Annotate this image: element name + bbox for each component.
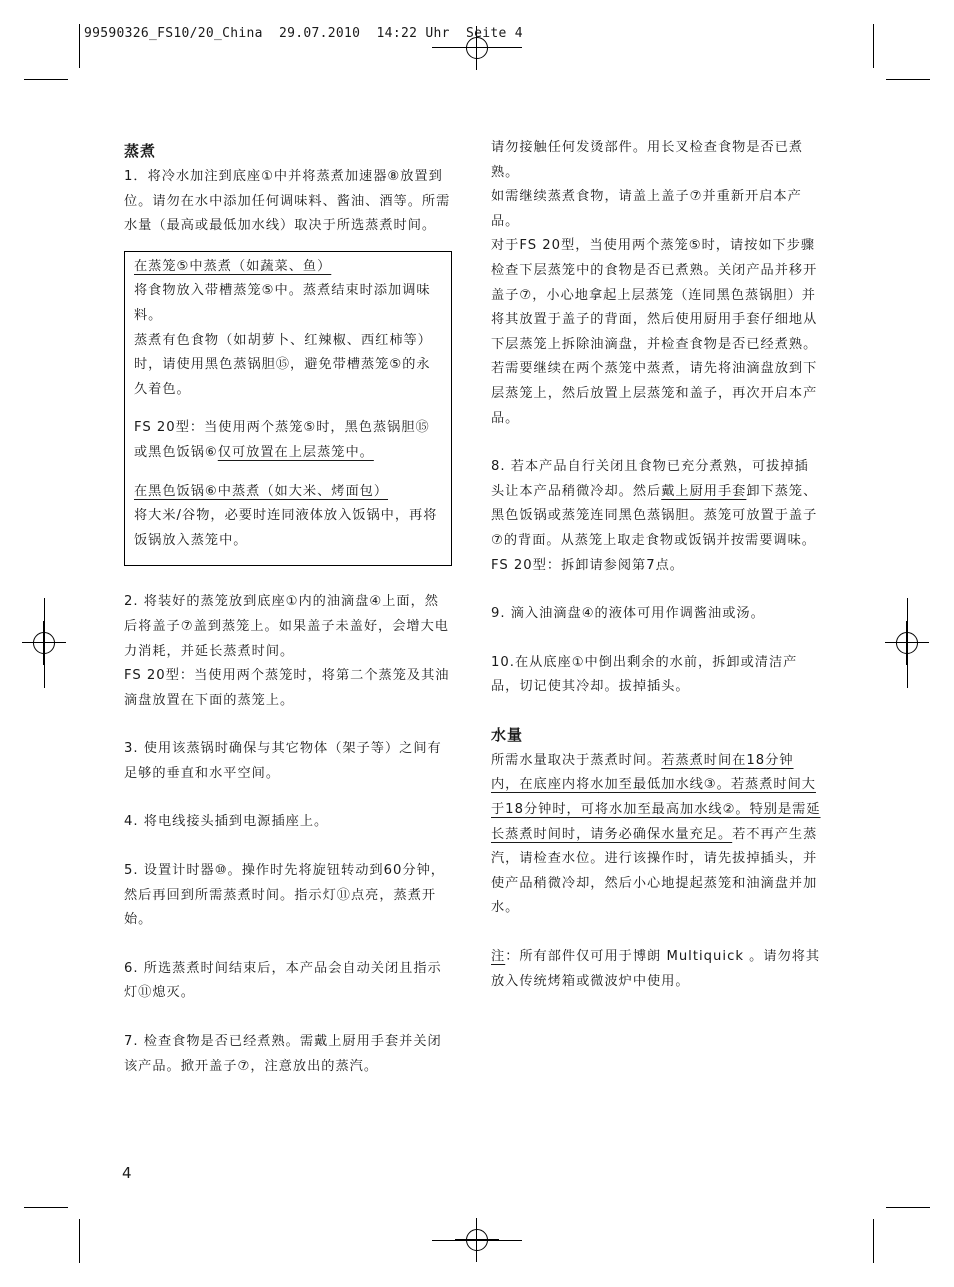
crop-mark bbox=[79, 24, 80, 68]
section-heading-water-level: 水量 bbox=[491, 725, 524, 744]
box-paragraph-3: FS 20型：当使用两个蒸笼⑤时，黑色蒸锅胆⑮或黑色饭锅⑥仅可放置在上层蒸笼中。 bbox=[134, 420, 430, 460]
vertical-guide-right bbox=[907, 598, 908, 688]
fs20-check-text: 对于FS 20型，当使用两个蒸笼⑤时，请按如下步骤检查下层蒸笼中的食物是否已煮熟。关闭产品并移开盖子⑦，小心地拿起上层蒸笼（连同黑色蒸锅胆）并将其放置于盖子的背面，然后使用厨用手套仔细地从下层蒸笼上拆除油滴盘，并检查食物是否已经煮熟。 bbox=[491, 238, 818, 352]
step-7: 7. 检查食物是否已经煮熟。需戴上厨用手套并关闭该产品。掀开盖子⑦，注意放出的蒸汽。 bbox=[124, 1034, 442, 1074]
print-header: 99590326_FS10/20_China 29.07.2010 14:22 Uhr Seite 4 bbox=[84, 26, 523, 41]
step-9: 9. 滴入油滴盘④的液体可用作调酱油或汤。 bbox=[491, 606, 765, 622]
left-column bbox=[124, 140, 452, 1079]
crop-mark bbox=[873, 1219, 874, 1263]
step-4: 4. 将电线接头插到电源插座上。 bbox=[124, 814, 329, 830]
horizontal-guide-top bbox=[432, 47, 522, 48]
step-5: 5. 设置计时器⑩。操作时先将旋钮转动到60分钟，然后再回到所需蒸煮时间。指示灯⑪点亮，蒸煮开始。 bbox=[124, 863, 445, 928]
box-paragraph-1: 将食物放入带槽蒸笼⑤中。蒸煮结束时添加调味料。 bbox=[134, 283, 431, 323]
step-8-fs20: FS 20型：拆卸请参阅第7点。 bbox=[491, 557, 684, 573]
warning-text: 请勿接触任何发烫部件。用长叉检查食物是否已煮熟。 bbox=[491, 140, 804, 180]
fs20-continue-text: 若需要继续在两个蒸笼中蒸煮，请先将油滴盘放到下层蒸笼上，然后放置上层蒸笼和盖子，再次开启本产品。 bbox=[491, 361, 818, 426]
box-paragraph-4: 将大米/谷物，必要时连同液体放入饭锅中，再将饭锅放入蒸笼中。 bbox=[134, 508, 438, 548]
step-2-fs20: FS 20型：当使用两个蒸笼时，将第二个蒸笼及其油滴盘放置在下面的蒸笼上。 bbox=[124, 668, 450, 708]
step-10: 10.在从底座①中倒出剩余的水前，拆卸或清洁产品，切记使其冷却。拔掉插头。 bbox=[491, 654, 798, 695]
info-box bbox=[124, 251, 452, 567]
crop-mark bbox=[886, 1207, 930, 1208]
crop-mark bbox=[873, 24, 874, 68]
water-level-text: 所需水量取决于蒸煮时间。若蒸煮时间在18分钟内，在底座内将水加至最低加水线③。若蒸煮时间大于18分钟时，可将水加至最高加水线②。特别是需延长蒸煮时间时，请务必确保水量充足。若不再产生蒸汽，请检查水位。进行该操作时，请先拔掉插头，并使产品稍微冷却，然后小心地提起蒸笼和油滴盘并加水。 bbox=[491, 752, 821, 916]
step-6: 6. 所选蒸煮时间结束后，本产品会自动关闭且指示灯⑪熄灭。 bbox=[124, 960, 442, 1001]
box-paragraph-2: 蒸煮有色食物（如胡萝卜、红辣椒、西红柿等）时，请使用黑色蒸锅胆⑮，避免带槽蒸笼⑤的永久着色。 bbox=[134, 332, 432, 397]
page-number: 4 bbox=[122, 1164, 132, 1182]
right-column bbox=[491, 136, 821, 994]
step-3: 3. 使用该蒸锅时确保与其它物体（架子等）之间有足够的垂直和水平空间。 bbox=[124, 741, 442, 781]
step-1: 1．将冷水加注到底座①中并将蒸煮加速器⑧放置到位。请勿在水中添加任何调味料、酱油、酒等。所需水量（最高或最低加水线）取决于所选蒸煮时间。 bbox=[124, 169, 451, 234]
section-heading-steaming: 蒸煮 bbox=[124, 142, 157, 160]
horizontal-guide-bottom bbox=[432, 1240, 522, 1241]
step-8: 8. 若本产品自行关闭且食物已充分煮熟，可拔掉插头让本产品稍微冷却。然后戴上厨用手套卸下蒸笼、黑色饭锅或蒸笼连同黑色蒸锅胆。蒸笼可放置于盖子⑦的背面。从蒸笼上取走食物或饭锅并按需要调味。 bbox=[491, 459, 818, 548]
step-2: 2. 将装好的蒸笼放到底座①内的油滴盘④上面，然后将盖子⑦盖到蒸笼上。如果盖子未盖好，会增大电力消耗，并延长蒸煮时间。 bbox=[124, 594, 449, 659]
crop-mark bbox=[24, 79, 68, 80]
box-title-rice-bowl: 在黑色饭锅⑥中蒸煮（如大米、烤面包） bbox=[134, 483, 389, 499]
vertical-guide-left bbox=[44, 598, 45, 688]
continue-steaming-text: 如需继续蒸煮食物，请盖上盖子⑦并重新开启本产品。 bbox=[491, 189, 802, 229]
crop-mark bbox=[886, 79, 930, 80]
note-text: 注：所有部件仅可用于博朗 Multiquick 。请勿将其放入传统烤箱或微波炉中使用。 bbox=[491, 949, 821, 989]
box-title-basket: 在蒸笼⑤中蒸煮（如蔬菜、鱼） bbox=[134, 258, 332, 274]
crop-mark bbox=[79, 1219, 80, 1263]
crop-mark bbox=[24, 1207, 68, 1208]
